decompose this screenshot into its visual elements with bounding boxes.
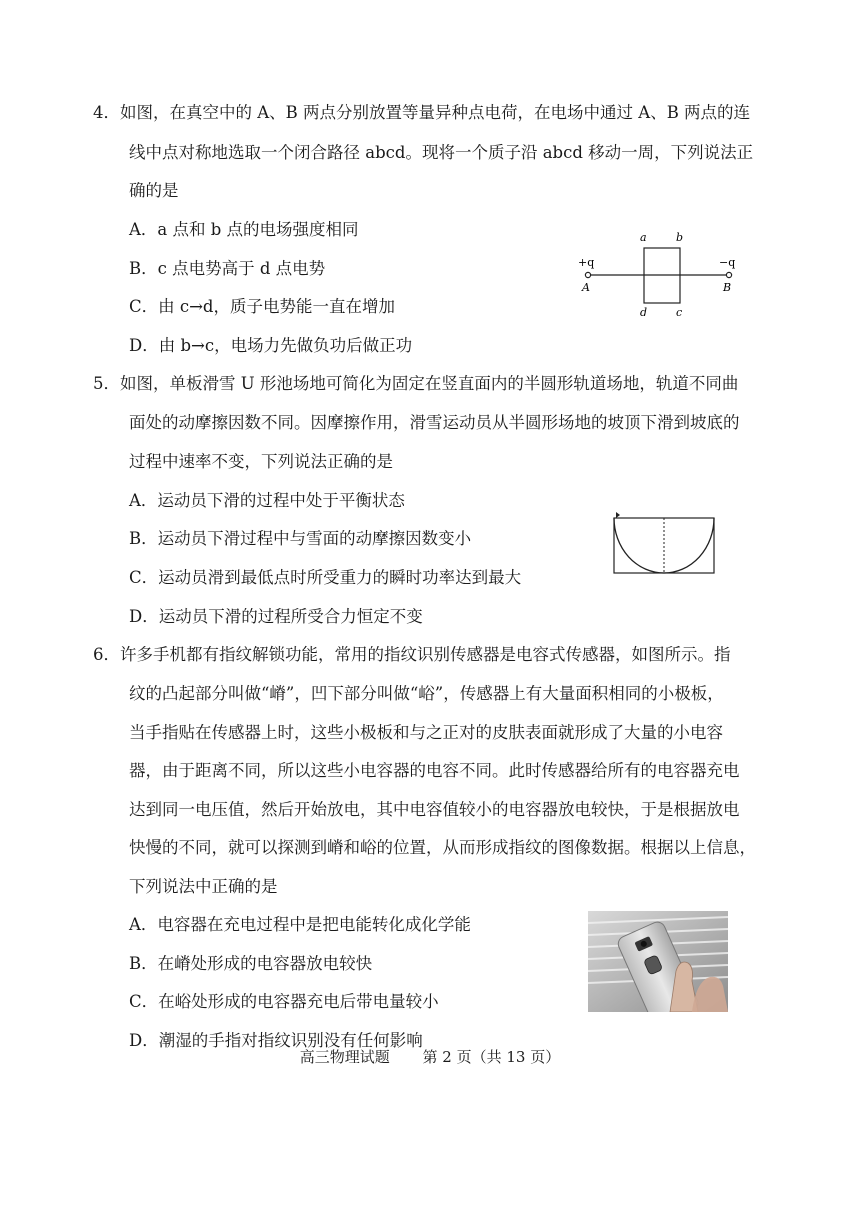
q4-option-d: D．由 b→c，电场力先做负功后做正功: [129, 336, 413, 355]
q6-stem-line-1: 6．许多手机都有指纹解锁功能，常用的指纹识别传感器是电容式传感器，如图所示。指: [93, 645, 731, 664]
fingerprint-phone-photo: [588, 911, 728, 1012]
q4-stem-line-1: 4．如图，在真空中的 A、B 两点分别放置等量异种点电荷，在电场中通过 A、B 两点的连: [93, 103, 751, 122]
q5-option-d: D．运动员下滑的过程所受合力恒定不变: [129, 607, 423, 626]
q6-stem-line-7: 下列说法中正确的是: [129, 877, 278, 896]
footer-page-number: 第 2 页（共 13 页）: [422, 1048, 561, 1066]
q5-stem-line-2: 面处的动摩擦因数不同。因摩擦作用，滑雪运动员从半圆形场地的坡顶下滑到坡底的: [129, 413, 740, 432]
footer-subject: 高三物理试题: [299, 1048, 390, 1066]
q6-option-d: D．潮湿的手指对指纹识别没有任何影响: [129, 1031, 423, 1050]
q6-option-a: A．电容器在充电过程中是把电能转化成化学能: [129, 915, 471, 934]
q6-stem-line-3: 当手指贴在传感器上时，这些小极板和与之正对的皮肤表面就形成了大量的小电容: [129, 723, 723, 742]
q6-option-c: C．在峪处形成的电容器充电后带电量较小: [129, 992, 439, 1011]
q4-option-b: B．c 点电势高于 d 点电势: [129, 259, 326, 278]
minus-q-label: −q: [719, 256, 736, 269]
label-d: d: [640, 306, 648, 319]
q4-option-c: C．由 c→d，质子电势能一直在增加: [129, 297, 395, 316]
u-pipe-diagram: [609, 506, 719, 576]
plus-q-label: +q: [578, 256, 595, 269]
q6-stem-line-5: 达到同一电压值，然后开始放电，其中电容值较小的电容器放电较快，于是根据放电: [129, 800, 740, 819]
q4-stem-line-3: 确的是: [129, 181, 179, 200]
q4-stem-line-2: 线中点对称地选取一个闭合路径 abcd。现将一个质子沿 abcd 移动一周，下列说法正: [129, 143, 754, 162]
q6-stem-line-6: 快慢的不同，就可以探测到嵴和峪的位置，从而形成指纹的图像数据。根据以上信息，: [129, 838, 756, 857]
label-b: b: [676, 231, 684, 244]
q4-option-a: A．a 点和 b 点的电场强度相同: [129, 220, 359, 239]
q6-stem-line-2: 纹的凸起部分叫做“嵴”，凹下部分叫做“峪”，传感器上有大量面积相同的小极板，: [129, 684, 724, 703]
page-footer: [0, 1047, 860, 1067]
label-A: A: [582, 281, 590, 294]
q5-stem-line-3: 过程中速率不变，下列说法正确的是: [129, 452, 393, 471]
label-B: B: [723, 281, 732, 294]
q5-option-c: C．运动员滑到最低点时所受重力的瞬时功率达到最大: [129, 568, 522, 587]
q5-option-b: B．运动员下滑过程中与雪面的动摩擦因数变小: [129, 529, 472, 548]
skier-icon: [616, 512, 620, 518]
q5-stem-line-1: 5．如图，单板滑雪 U 形池场地可简化为固定在竖直面内的半圆形轨道场地，轨道不同曲: [93, 374, 739, 393]
q5-option-a: A．运动员下滑的过程中处于平衡状态: [129, 491, 405, 510]
label-a: a: [640, 231, 647, 244]
label-c: c: [676, 306, 683, 319]
q6-stem-line-4: 器，由于距离不同，所以这些小电容器的电容不同。此时传感器给所有的电容器充电: [129, 761, 740, 780]
charge-b-point: [726, 272, 731, 277]
charges-path-diagram: [570, 228, 750, 320]
charge-a-point: [585, 272, 590, 277]
q6-option-b: B．在嵴处形成的电容器放电较快: [129, 954, 373, 973]
